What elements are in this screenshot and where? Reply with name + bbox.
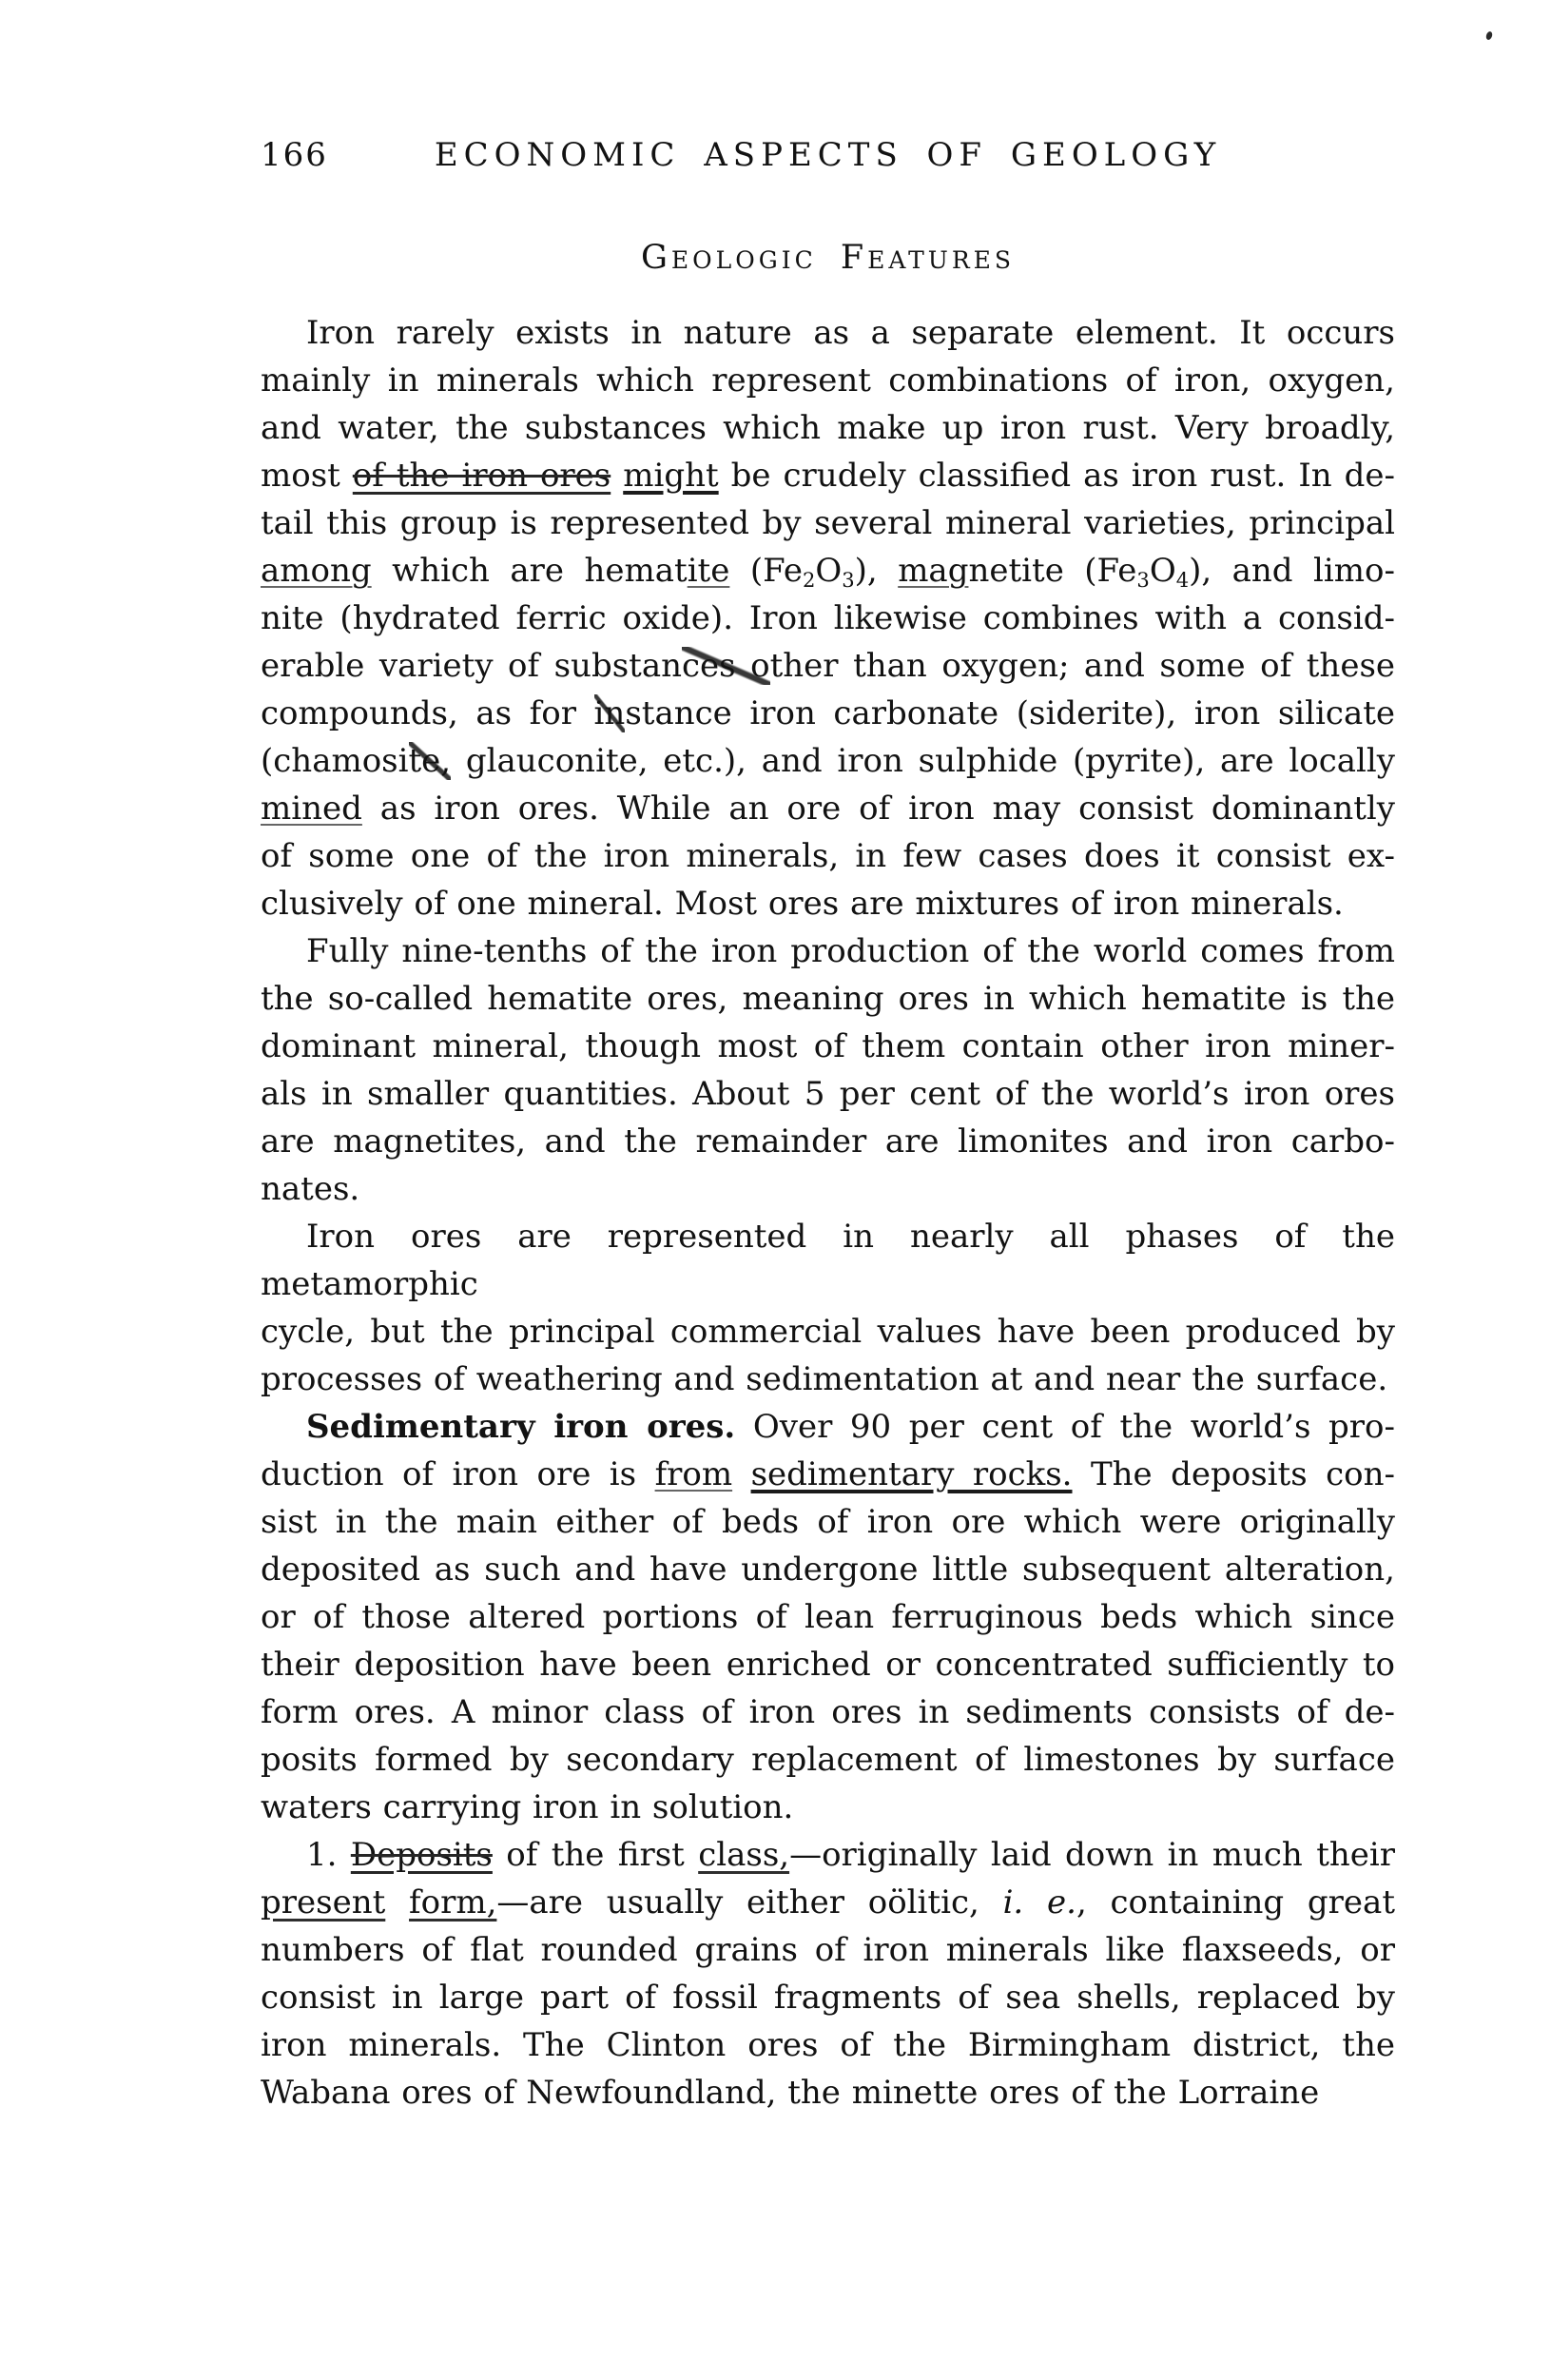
- text-line: [261, 1023, 1395, 1070]
- text-run: which are hemat: [371, 552, 688, 590]
- text-run: iron minerals. The Clinton ores of the Birmingham district, the: [261, 2026, 1395, 2064]
- text-run: form ores. A minor class of iron ores in sediments consists of de-: [261, 1693, 1395, 1731]
- text-run: dominant mineral, though most of them contain other iron miner-: [261, 1027, 1395, 1065]
- pencil-mark: of the iron ores: [352, 457, 611, 495]
- text-run: processes of weathering and sedimentation at and near the surface.: [261, 1360, 1388, 1398]
- text-line: [261, 690, 1395, 737]
- pencil-mark: from: [654, 1455, 733, 1493]
- text-line: [261, 499, 1395, 547]
- text-run: as iron ores. While an ore of iron may consist dominantly: [361, 790, 1395, 828]
- paragraph: [261, 1403, 1395, 1831]
- running-title: ECONOMIC ASPECTS OF GEOLOGY: [434, 136, 1222, 174]
- pencil-mark: form,: [409, 1883, 497, 1922]
- text-run: of some one of the iron minerals, in few cases does it consist ex-: [261, 837, 1395, 875]
- text-run: O: [815, 552, 843, 590]
- text-run: Fully nine-tenths of the iron production of the world comes from: [306, 932, 1395, 970]
- text-run: [732, 1455, 750, 1493]
- text-run: their deposition have been enriched or concentrated sufficiently to: [261, 1646, 1395, 1684]
- page-number: 166: [261, 136, 328, 174]
- text-run: O: [1149, 552, 1176, 590]
- text-run: nite (hydrated ferric oxide). Iron likewise combines with a consid-: [261, 599, 1395, 637]
- pencil-mark: te,: [408, 742, 452, 780]
- scan-speck: [1485, 30, 1494, 41]
- pencil-mark: class,: [698, 1836, 790, 1874]
- text-run: ),: [854, 552, 899, 590]
- pencil-mark: in: [593, 694, 626, 732]
- text-run: (chamosi: [261, 742, 409, 780]
- text-line: [261, 1451, 1395, 1498]
- text-line: [261, 2021, 1395, 2069]
- paragraph: [261, 1213, 1395, 1403]
- text-run: ), and limo-: [1189, 552, 1395, 590]
- paragraph: [261, 309, 1395, 927]
- text-run: posits formed by secondary replacement of limestones by surface: [261, 1741, 1395, 1779]
- pencil-mark: ite: [687, 552, 730, 590]
- text-line: [261, 1784, 1395, 1831]
- text-run: deposited as such and have undergone little subsequent alteration,: [261, 1551, 1395, 1589]
- text-line: [261, 1546, 1395, 1593]
- running-head: [261, 134, 1395, 176]
- text-run: numbers of flat rounded grains of iron minerals like flaxseeds, or: [261, 1931, 1395, 1969]
- text-line: [261, 1213, 1395, 1308]
- text-run: or of those altered portions of lean ferruginous beds which since: [261, 1598, 1395, 1636]
- text-run: duction of iron ore is: [261, 1455, 655, 1493]
- text-line: [261, 1974, 1395, 2021]
- text-run: stance iron carbonate (siderite), iron silicate: [625, 694, 1395, 732]
- text-line: [261, 1736, 1395, 1784]
- text-run: The deposits con-: [1072, 1455, 1395, 1493]
- text-line: [261, 1641, 1395, 1688]
- text-run: consist in large part of fossil fragments of sea shells, replaced by: [261, 1979, 1395, 2017]
- formula-subscript: 3: [842, 567, 855, 592]
- text-run: nates.: [261, 1170, 360, 1208]
- text-run: Wabana ores of Newfoundland, the minette ores of the Lorraine: [261, 2074, 1320, 2112]
- pencil-mark: present: [261, 1883, 386, 1922]
- text-line: [261, 1356, 1395, 1403]
- text-run: be crudely classified as iron rust. In de-: [718, 457, 1395, 495]
- text-run: and water, the substances which make up iron rust. Very broadly,: [261, 409, 1395, 447]
- text-run: , containing great: [1076, 1883, 1395, 1922]
- text-run: mainly in minerals which represent combinations of iron, oxygen,: [261, 361, 1395, 400]
- formula-subscript: 4: [1175, 567, 1190, 592]
- text-run: Iron ores are represented in nearly all phases of the metamorphic: [261, 1218, 1395, 1303]
- text-line: [261, 404, 1395, 452]
- text-run: —originally laid down in much their: [789, 1836, 1396, 1874]
- text-run: Iron rarely exists in nature as a separate element. It occurs: [306, 314, 1395, 352]
- text-line: [261, 642, 1395, 690]
- text-line: [261, 1498, 1395, 1546]
- text-run: are magnetites, and the remainder are limonites and iron carbo-: [261, 1122, 1395, 1161]
- page-body: [261, 309, 1395, 2117]
- text-run: ther than oxygen; and some of these: [769, 647, 1396, 685]
- section-heading: Geologic Features: [640, 239, 1016, 277]
- text-run: cycle, but the principal commercial values have been produced by: [261, 1313, 1395, 1351]
- text-run: 1.: [306, 1836, 351, 1874]
- pencil-mark: might: [623, 457, 719, 495]
- text-line: [261, 2069, 1395, 2117]
- text-line: [261, 880, 1395, 927]
- text-run: the so-called hematite ores, meaning ores in which hematite is the: [261, 980, 1395, 1018]
- pencil-mark: Deposits: [350, 1836, 493, 1874]
- text-line: [261, 1308, 1395, 1356]
- text-line: [261, 595, 1395, 642]
- text-line: [261, 832, 1395, 880]
- pencil-mark: ces o: [682, 647, 770, 685]
- text-line: [261, 1593, 1395, 1641]
- text-line: [261, 452, 1395, 499]
- text-run: sist in the main either of beds of iron ore which were originally: [261, 1503, 1395, 1541]
- text-line: [261, 1879, 1395, 1926]
- text-run: waters carrying iron in solution.: [261, 1788, 794, 1826]
- text-run: tail this group is represented by several mineral varieties, principal: [261, 504, 1395, 542]
- pencil-mark: among: [261, 552, 372, 590]
- emphasis-run: Sedimentary iron ores.: [306, 1408, 736, 1446]
- pencil-mark: mag: [898, 552, 969, 590]
- text-run: [385, 1883, 409, 1922]
- text-block: [261, 0, 1395, 2380]
- text-run: (Fe: [729, 552, 803, 590]
- paragraph: [261, 1831, 1395, 2117]
- text-run: compounds, as for: [261, 694, 594, 732]
- emphasis-run: i. e.: [1002, 1883, 1076, 1922]
- text-run: als in smaller quantities. About 5 per cent of the world’s iron ores: [261, 1075, 1395, 1113]
- text-run: glauconite, etc.), and iron sulphide (pyrite), are locally: [451, 742, 1395, 780]
- text-run: [611, 457, 623, 495]
- text-line: [261, 1070, 1395, 1118]
- text-line: [261, 927, 1395, 975]
- text-line: [261, 1926, 1395, 1974]
- paragraph: [261, 927, 1395, 1213]
- text-run: most: [261, 457, 353, 495]
- text-run: —are usually either oölitic,: [496, 1883, 1003, 1922]
- text-line: [261, 1688, 1395, 1736]
- formula-subscript: 2: [802, 567, 816, 592]
- formula-subscript: 3: [1136, 567, 1150, 592]
- text-line: [261, 309, 1395, 357]
- text-line: [261, 357, 1395, 404]
- text-line: [261, 547, 1395, 595]
- text-line: [261, 975, 1395, 1023]
- text-line: [261, 1403, 1395, 1451]
- text-run: of the first: [492, 1836, 699, 1874]
- text-run: erable variety of substan: [261, 647, 683, 685]
- text-run: Over 90 per cent of the world’s pro-: [735, 1408, 1395, 1446]
- text-line: [261, 1118, 1395, 1165]
- text-line: [261, 1831, 1395, 1879]
- text-line: [261, 785, 1395, 832]
- text-run: clusively of one mineral. Most ores are mixtures of iron minerals.: [261, 885, 1344, 923]
- text-run: netite (Fe: [968, 552, 1137, 590]
- text-line: [261, 1165, 1395, 1213]
- pencil-mark: sedimentary rocks.: [750, 1455, 1073, 1493]
- pencil-mark: mined: [261, 790, 362, 828]
- text-line: [261, 737, 1395, 785]
